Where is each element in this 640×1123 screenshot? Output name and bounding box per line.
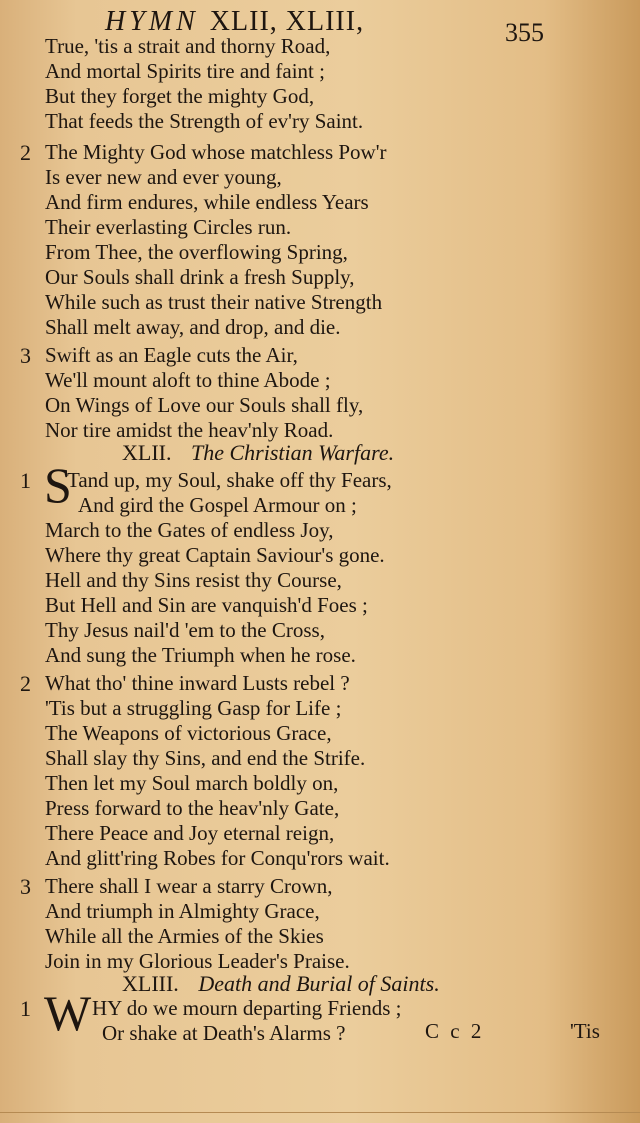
verse-text: Where thy great Captain Saviour's gone. <box>45 543 385 567</box>
verse-text: And sung the Triumph when he rose. <box>45 643 356 667</box>
signature-mark: C c 2 <box>425 1019 485 1043</box>
page-edge-divider <box>0 1112 640 1113</box>
verse-text: Hell and thy Sins resist thy Course, <box>45 568 342 592</box>
verse-text: Shall melt away, and drop, and die. <box>45 315 341 339</box>
stanza-number: 2 <box>20 671 31 696</box>
verse-text: Their everlasting Circles run. <box>45 215 292 239</box>
verse-text: And triumph in Almighty Grace, <box>45 899 320 923</box>
verse-text: Then let my Soul march boldly on, <box>45 771 339 795</box>
stanza-number: 3 <box>20 874 31 899</box>
verse-text: HY do we mourn departing Friends ; <box>92 996 402 1020</box>
hymn-heading <box>122 971 440 997</box>
verse-text: Press forward to the heav'nly Gate, <box>45 796 340 820</box>
verse-text: The Weapons of victorious Grace, <box>45 721 332 745</box>
verse-text: But Hell and Sin are vanquish'd Foes ; <box>45 593 368 617</box>
verse-text: True, 'tis a strait and thorny Road, <box>45 34 331 58</box>
verse-text: And gird the Gospel Armour on ; <box>78 493 357 517</box>
verse-text: Shall slay thy Sins, and end the Strife. <box>45 746 366 770</box>
verse-text: While such as trust their native Strength <box>45 290 383 314</box>
verse-text: Join in my Glorious Leader's Praise. <box>45 949 350 973</box>
verse-text: What tho' thine inward Lusts rebel ? <box>45 671 350 695</box>
verse-text: And glitt'ring Robes for Conqu'rors wait. <box>45 846 390 870</box>
verse-text: March to the Gates of endless Joy, <box>45 518 334 542</box>
verse-text: On Wings of Love our Souls shall fly, <box>45 393 364 417</box>
verse-text: While all the Armies of the Skies <box>45 924 324 948</box>
verse-text: 'Tis but a struggling Gasp for Life ; <box>45 696 342 720</box>
verse-text: That feeds the Strength of ev'ry Saint. <box>45 109 364 133</box>
verse-text: Thy Jesus nail'd 'em to the Cross, <box>45 618 325 642</box>
verse-text: Is ever new and ever young, <box>45 165 282 189</box>
verse-text: Our Souls shall drink a fresh Supply, <box>45 265 355 289</box>
verse-text: And firm endures, while endless Years <box>45 190 369 214</box>
verse-text: But they forget the mighty God, <box>45 84 315 108</box>
hymn-subtitle: Death and Burial of Saints. <box>198 971 440 996</box>
header-hymn-numbers: XLII, XLIII, <box>209 6 365 37</box>
verse-text: From Thee, the overflowing Spring, <box>45 240 348 264</box>
stanza-number: 1 <box>20 468 31 493</box>
verse-text: There Peace and Joy eternal reign, <box>45 821 335 845</box>
catchword: 'Tis <box>570 1019 600 1043</box>
hymn-number: XLII. <box>122 440 172 465</box>
verse-text: Nor tire amidst the heav'nly Road. <box>45 418 334 442</box>
verse-text: Swift as an Eagle cuts the Air, <box>45 343 298 367</box>
hymn-subtitle: The Christian Warfare. <box>190 440 395 465</box>
verse-text: The Mighty God whose matchless Pow'r <box>45 140 387 164</box>
drop-capital: S <box>44 457 72 513</box>
stanza-number: 1 <box>20 996 31 1021</box>
verse-text: There shall I wear a starry Crown, <box>45 874 333 898</box>
page-number: 355 <box>505 18 544 47</box>
verse-text: And mortal Spirits tire and faint ; <box>45 59 325 83</box>
header-title: HYMN <box>105 6 199 37</box>
verse-text: We'll mount aloft to thine Abode ; <box>45 368 331 392</box>
verse-text: Or shake at Death's Alarms ? <box>102 1021 346 1045</box>
verse-text: Tand up, my Soul, shake off thy Fears, <box>67 468 392 492</box>
hymn-heading <box>122 440 394 466</box>
hymn-number: XLIII. <box>122 971 179 996</box>
stanza-number: 2 <box>20 140 31 165</box>
drop-capital: W <box>44 985 92 1041</box>
stanza-number: 3 <box>20 343 31 368</box>
